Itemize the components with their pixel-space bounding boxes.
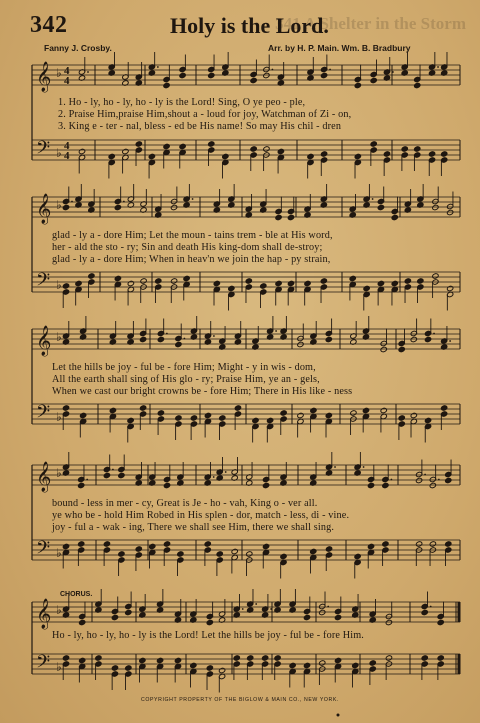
note-head xyxy=(111,614,118,620)
dot xyxy=(86,479,88,481)
note-head xyxy=(310,548,317,554)
note-head xyxy=(219,415,226,421)
note-head xyxy=(401,146,408,152)
bass-clef-icon: 𝄢 xyxy=(36,652,51,677)
time-signature: 4 xyxy=(64,140,70,152)
note-head xyxy=(377,204,384,210)
note-head xyxy=(135,141,142,147)
note-head xyxy=(325,336,332,342)
dot xyxy=(225,471,227,473)
note-head xyxy=(118,472,125,478)
dot xyxy=(275,330,277,332)
note-head xyxy=(325,546,332,552)
note-head xyxy=(334,614,341,620)
bleed-through-heading: 341 A Shelter in the Storm xyxy=(275,14,466,33)
note-head xyxy=(380,346,387,352)
treble-clef-icon: 𝄞 xyxy=(36,62,52,92)
note-head xyxy=(354,553,361,559)
note-head xyxy=(170,278,177,284)
note-head xyxy=(80,412,87,418)
note-head xyxy=(62,283,69,289)
note-head xyxy=(163,482,170,488)
dot xyxy=(213,335,215,337)
note-head xyxy=(287,214,294,220)
note-head xyxy=(140,405,147,411)
note-head xyxy=(325,412,332,418)
note-head xyxy=(354,153,361,159)
note-head xyxy=(274,655,281,661)
bass-clef-icon: 𝄢 xyxy=(36,402,51,427)
dot xyxy=(363,466,365,468)
note-head xyxy=(246,551,253,557)
note-head xyxy=(208,141,215,147)
note-head xyxy=(262,655,269,661)
flat-icon: ♭ xyxy=(56,660,62,674)
note-head xyxy=(175,415,182,421)
lyric-line: 3. King e - ter - nal, bless - ed be His name! So may His chil - dren xyxy=(58,121,342,132)
note-head xyxy=(287,280,294,286)
note-head xyxy=(289,662,296,668)
note-head xyxy=(148,153,155,159)
dot xyxy=(166,333,168,335)
note-head xyxy=(437,619,444,625)
note-head xyxy=(140,278,147,284)
lyric-line: 2. Praise Him,praise Him,shout a - loud for joy, Watchman of Zi - on, xyxy=(58,109,352,120)
note-head xyxy=(354,82,361,88)
dot xyxy=(123,201,125,203)
note-head xyxy=(262,543,269,549)
note-head xyxy=(170,204,177,210)
note-head xyxy=(108,153,115,159)
note-head xyxy=(432,204,439,210)
note-head xyxy=(382,541,389,547)
note-head xyxy=(114,204,121,210)
time-signature: 4 xyxy=(64,65,70,77)
note-head xyxy=(432,273,439,279)
note-head xyxy=(437,655,444,661)
note-head xyxy=(252,417,259,423)
note-head xyxy=(174,657,181,663)
dot xyxy=(372,198,374,200)
note-head xyxy=(410,412,417,418)
flat-icon: ♭ xyxy=(56,198,62,212)
note-head xyxy=(163,143,170,149)
lyric-line: joy - ful a - wak - ing, There we shall see Him, there we shall sing. xyxy=(52,522,335,533)
note-head xyxy=(350,410,357,416)
note-head xyxy=(334,657,341,663)
note-head xyxy=(163,82,170,88)
note-head xyxy=(349,275,356,281)
note-head xyxy=(383,151,390,157)
note-head xyxy=(398,346,405,352)
note-head xyxy=(139,657,146,663)
treble-clef-icon: 𝄞 xyxy=(36,194,52,224)
note-head xyxy=(416,541,423,547)
dot xyxy=(327,606,329,608)
note-head xyxy=(78,541,85,547)
flat-icon: ♭ xyxy=(56,146,62,160)
lyric-line: glad - ly a - dore Him; When in heav'n we join the hap - py strain, xyxy=(52,254,331,265)
note-head xyxy=(127,280,134,286)
note-head xyxy=(62,204,69,210)
dot xyxy=(255,603,257,605)
bass-clef-icon: 𝄢 xyxy=(36,538,51,563)
note-head xyxy=(297,341,304,347)
note-head xyxy=(79,657,86,663)
note-head xyxy=(75,280,82,286)
dot xyxy=(270,608,272,610)
note-head xyxy=(125,665,132,671)
note-head xyxy=(95,655,102,661)
note-head xyxy=(157,336,164,342)
note-head xyxy=(250,77,257,83)
note-head xyxy=(62,405,69,411)
note-head xyxy=(377,280,384,286)
lyric-line: bound - less in mer - cy, Great is Je - ho - vah, King o - ver all. xyxy=(52,498,318,509)
note-head xyxy=(250,146,257,152)
note-head xyxy=(385,655,392,661)
note-head xyxy=(156,657,163,663)
note-head xyxy=(103,541,110,547)
note-head xyxy=(421,655,428,661)
note-head xyxy=(428,151,435,157)
note-head xyxy=(297,412,304,418)
treble-clef-icon: 𝄞 xyxy=(36,462,52,492)
note-head xyxy=(320,278,327,284)
note-head xyxy=(303,662,310,668)
note-head xyxy=(447,285,454,291)
note-head xyxy=(163,541,170,547)
note-head xyxy=(222,153,229,159)
note-head xyxy=(62,543,69,549)
flat-icon: ♭ xyxy=(56,330,62,344)
note-head xyxy=(260,283,267,289)
flat-icon: ♭ xyxy=(56,603,62,617)
note-head xyxy=(421,609,428,615)
note-head xyxy=(391,280,398,286)
note-head xyxy=(208,72,215,78)
dot xyxy=(329,69,331,71)
note-head xyxy=(275,280,282,286)
note-head xyxy=(441,405,448,411)
note-head xyxy=(424,417,431,423)
note-head xyxy=(135,546,142,552)
note-head xyxy=(179,72,186,78)
note-head xyxy=(404,278,411,284)
flat-icon: ♭ xyxy=(56,278,62,292)
note-head xyxy=(140,336,147,342)
note-head xyxy=(319,609,326,615)
note-head xyxy=(175,341,182,347)
note-head xyxy=(111,665,118,671)
dot xyxy=(449,340,451,342)
note-head xyxy=(275,214,282,220)
note-head xyxy=(319,660,326,666)
note-head xyxy=(424,336,431,342)
note-head xyxy=(206,665,213,671)
note-head xyxy=(127,417,134,423)
time-signature: 4 xyxy=(64,75,70,87)
note-head xyxy=(445,477,452,483)
ornament xyxy=(337,714,340,717)
note-head xyxy=(416,477,423,483)
note-head xyxy=(206,619,213,625)
chorus-label: CHORUS. xyxy=(60,591,93,598)
bass-clef-icon: 𝄢 xyxy=(36,138,51,163)
dot xyxy=(430,606,432,608)
note-head xyxy=(385,619,392,625)
note-head xyxy=(320,151,327,157)
dot xyxy=(437,66,439,68)
time-signature: 4 xyxy=(64,150,70,162)
note-head xyxy=(62,655,69,661)
dot xyxy=(213,476,215,478)
flat-icon: ♭ xyxy=(56,466,62,480)
note-head xyxy=(88,273,95,279)
note-head xyxy=(263,72,270,78)
note-head xyxy=(262,482,269,488)
note-head xyxy=(213,280,220,286)
author-credit: Fanny J. Crosby. xyxy=(44,43,112,53)
note-head xyxy=(382,482,389,488)
lyric-line: glad - ly a - dore Him; Let the moun - tains trem - ble at His word, xyxy=(52,230,333,241)
note-head xyxy=(204,541,211,547)
note-head xyxy=(103,472,110,478)
note-head xyxy=(247,655,254,661)
treble-clef-icon: 𝄞 xyxy=(36,599,52,629)
treble-clef-icon: 𝄞 xyxy=(36,326,52,356)
dot xyxy=(87,71,89,73)
note-head xyxy=(183,275,190,281)
hymn-title: Holy is the Lord. xyxy=(170,13,329,38)
note-head xyxy=(441,151,448,157)
note-head xyxy=(149,543,156,549)
note-head xyxy=(277,148,284,154)
dot xyxy=(157,66,159,68)
note-head xyxy=(78,482,85,488)
note-head xyxy=(310,407,317,413)
note-head xyxy=(445,541,452,547)
note-head xyxy=(429,541,436,547)
note-head xyxy=(157,410,164,416)
hymn-number: 342 xyxy=(30,12,68,38)
note-head xyxy=(219,667,226,673)
dot xyxy=(390,479,392,481)
note-head xyxy=(307,153,314,159)
dot xyxy=(71,201,73,203)
note-head xyxy=(114,275,121,281)
note-head xyxy=(367,543,374,549)
lyric-line: her - ald the sto - ry; Sin and death His king-dom shall de-stroy; xyxy=(52,242,323,253)
dot xyxy=(272,69,274,71)
note-head xyxy=(228,285,235,291)
note-head xyxy=(380,407,387,413)
note-head xyxy=(417,278,424,284)
dot xyxy=(184,338,186,340)
note-head xyxy=(177,551,184,557)
note-head xyxy=(369,660,376,666)
flat-icon: ♭ xyxy=(56,410,62,424)
note-head xyxy=(414,146,421,152)
note-head xyxy=(234,405,241,411)
note-head xyxy=(280,553,287,559)
dot xyxy=(392,71,394,73)
note-head xyxy=(391,214,398,220)
lyric-line: All the earth shall sing of His glo - ry; Praise Him, ye an - gels, xyxy=(52,374,320,385)
note-head xyxy=(304,280,311,286)
dot xyxy=(334,466,336,468)
dot xyxy=(242,608,244,610)
note-head xyxy=(125,609,132,615)
note-head xyxy=(267,417,274,423)
lyric-line: 1. Ho - ly, ho - ly, ho - ly is the Lord! Sing, O ye peo - ple, xyxy=(58,97,306,108)
note-head xyxy=(398,415,405,421)
note-head xyxy=(370,141,377,147)
note-head xyxy=(179,143,186,149)
flat-icon: ♭ xyxy=(56,546,62,560)
note-head xyxy=(155,278,162,284)
note-head xyxy=(367,482,374,488)
note-head xyxy=(190,662,197,668)
note-head xyxy=(362,407,369,413)
note-head xyxy=(204,412,211,418)
arranger-credit: Arr. by H. P. Main. Wm. B. Bradbury xyxy=(268,43,411,53)
note-head xyxy=(263,146,270,152)
note-head xyxy=(118,551,125,557)
note-head xyxy=(320,72,327,78)
note-head xyxy=(414,82,421,88)
lyric-line: Let the hills be joy - ful be - fore Him; Might - y in wis - dom, xyxy=(52,362,316,373)
note-head xyxy=(109,407,116,413)
note-head xyxy=(245,278,252,284)
bass-clef-icon: 𝄢 xyxy=(36,270,51,295)
note-head xyxy=(231,548,238,554)
note-head xyxy=(363,285,370,291)
dot xyxy=(192,198,194,200)
note-head xyxy=(190,415,197,421)
note-head xyxy=(216,551,223,557)
flat-icon: ♭ xyxy=(56,66,62,80)
note-head xyxy=(410,336,417,342)
copyright-notice: COPYRIGHT PROPERTY OF THE BIGLOW & MAIN CO., NEW YORK. xyxy=(141,697,339,703)
note-head xyxy=(447,209,454,215)
lyric-line: When we cast our bright crowns be - fore Him; There in His like - ness xyxy=(52,386,353,397)
lyric-line: ye who be - hold Him Robed in His splen - dor, match - less, di - vine. xyxy=(52,510,350,521)
note-head xyxy=(370,77,377,83)
dot xyxy=(424,474,426,476)
note-head xyxy=(78,148,85,154)
dot xyxy=(438,479,440,481)
note-head xyxy=(233,655,240,661)
note-head xyxy=(303,614,310,620)
dot xyxy=(433,333,435,335)
dot xyxy=(112,469,114,471)
note-head xyxy=(280,410,287,416)
note-head xyxy=(122,148,129,154)
note-head xyxy=(352,662,359,668)
note-head xyxy=(429,482,436,488)
note-head xyxy=(79,619,86,625)
lyric-line: Ho - ly, ho - ly, ho - ly is the Lord! Let the hills be joy - ful be - fore Him. xyxy=(52,630,364,641)
